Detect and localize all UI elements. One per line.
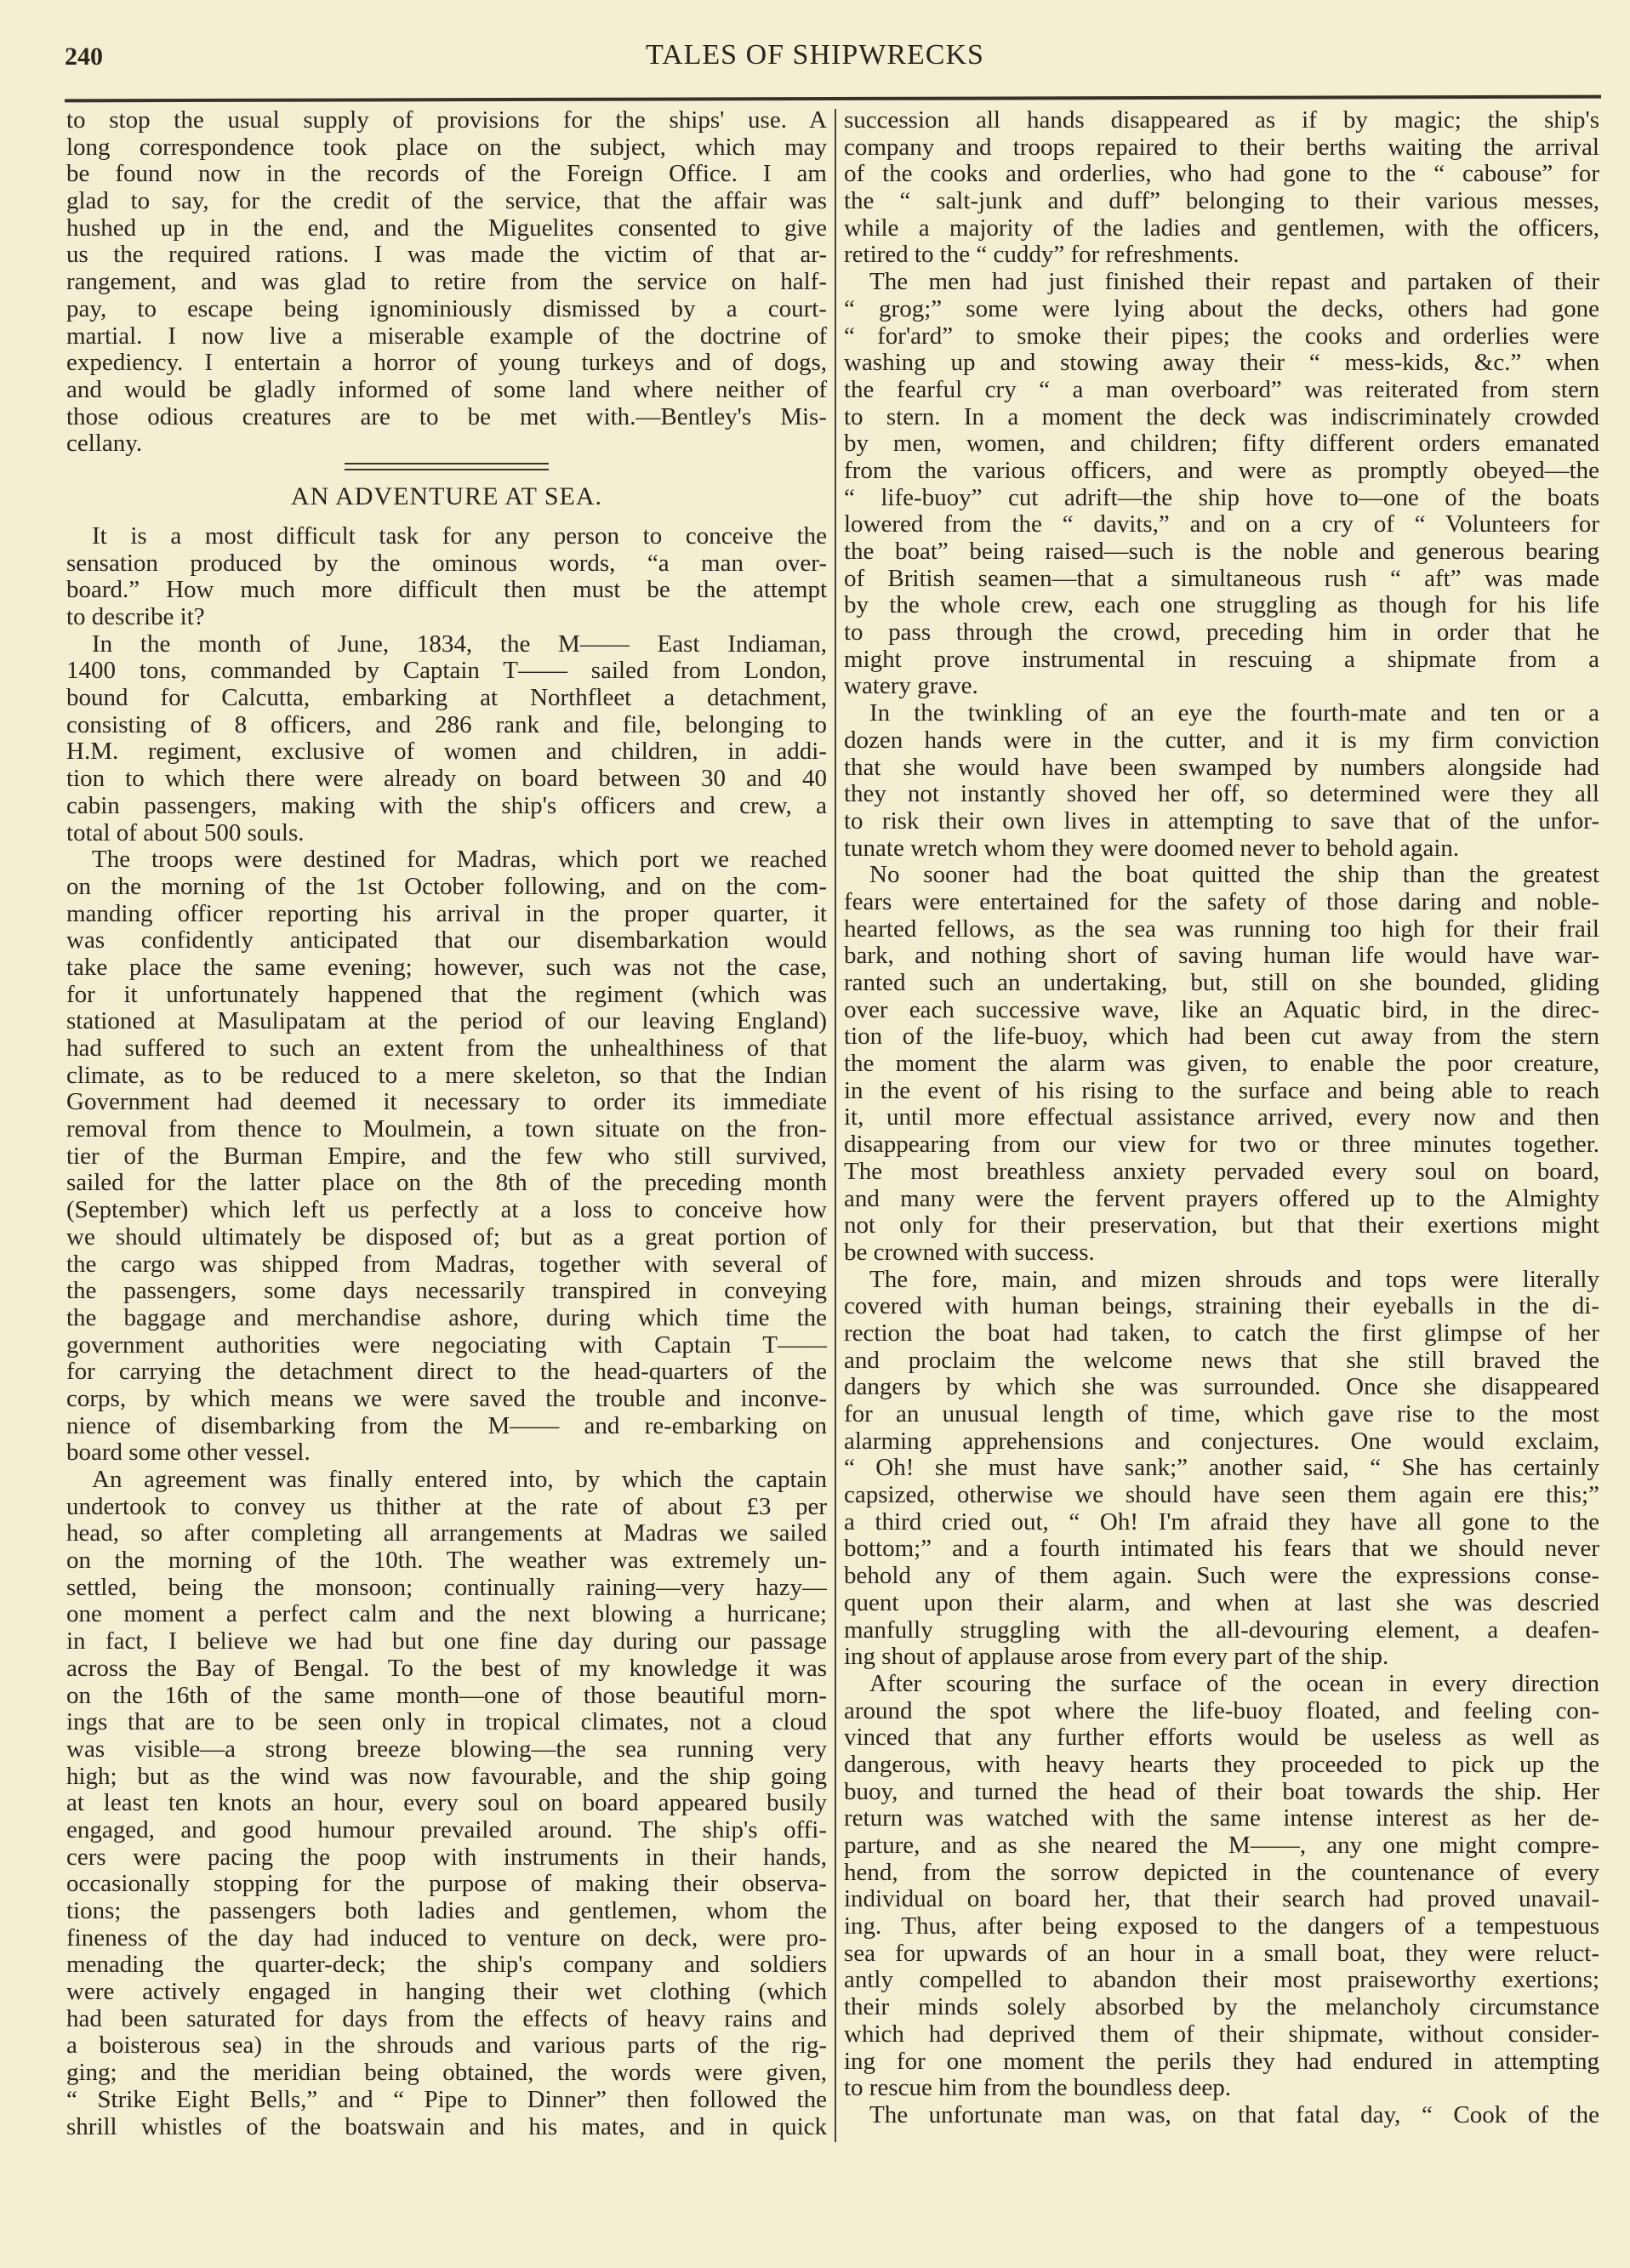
text-line: the fearful cry “ a man overboard” was reiterated from stern xyxy=(844,376,1599,403)
text-line: board.” How much more difficult then must be the attempt xyxy=(66,577,827,604)
text-line: on the 16th of the same month—one of those beautiful morn- xyxy=(66,1682,827,1709)
text-line: company and troops repaired to their berths waiting the arrival xyxy=(844,134,1599,161)
text-line: removal from thence to Moulmein, a town situate on the fron- xyxy=(66,1116,827,1143)
text-line: The men had just finished their repast and partaken of their xyxy=(869,269,1599,296)
text-line: the baggage and merchandise ashore, during which time the xyxy=(66,1304,827,1331)
text-line: be crowned with success. xyxy=(844,1239,1095,1266)
paragraph xyxy=(844,269,1599,700)
text-line: menading the quarter-deck; the ship's company and soldiers xyxy=(66,1952,827,1979)
text-line: corps, by which means we were saved the trouble and inconve- xyxy=(66,1385,827,1412)
text-line: might prove instrumental in rescuing a shipmate from a xyxy=(844,646,1599,673)
text-line: one moment a perfect calm and the next blowing a hurricane; xyxy=(66,1601,827,1628)
right-column xyxy=(844,107,1599,2129)
text-line: the “ salt-junk and duff” belonging to their various messes, xyxy=(844,188,1599,215)
text-line: were actively engaged in hanging their wet clothing (which xyxy=(66,1979,827,2006)
text-line: on the morning of the 10th. The weather was extremely un- xyxy=(66,1547,827,1575)
text-line: tier of the Burman Empire, and the few who still survived, xyxy=(66,1143,827,1170)
text-line: dangers by which she was surrounded. Once she disappeared xyxy=(844,1374,1599,1401)
text-line: No sooner had the boat quitted the ship than the greatest xyxy=(869,862,1599,889)
text-line: we should ultimately be disposed of; but as a great portion of xyxy=(66,1223,827,1251)
text-line: The fore, main, and mizen shrouds and tops were literally xyxy=(869,1266,1599,1293)
text-line: The most breathless anxiety pervaded every soul on board, xyxy=(844,1158,1599,1185)
text-line: dozen hands were in the cutter, and it is my firm conviction xyxy=(844,727,1599,754)
text-line: from the various officers, and were as promptly obeyed—the xyxy=(844,457,1599,484)
text-line: martial. I now live a miserable example of the doctrine of xyxy=(66,322,827,350)
text-line: those odious creatures are to be met with.—Bentley's Mis- xyxy=(66,403,827,430)
left-column xyxy=(66,107,827,2140)
text-line: cellany. xyxy=(66,430,143,458)
text-line: cers were pacing the poop with instruments in their hands, xyxy=(66,1843,827,1871)
text-line: which had deprived them of their shipmate, without consider- xyxy=(844,2020,1599,2048)
text-line: ing. Thus, after being exposed to the dangers of a tempestuous xyxy=(844,1913,1599,1940)
text-line: at least ten knots an hour, every soul on board appeared busily xyxy=(66,1790,827,1817)
text-line: manfully struggling with the all-devouring element, a deafen- xyxy=(844,1616,1599,1644)
text-line: fears were entertained for the safety of those daring and noble- xyxy=(844,888,1599,915)
text-line: hearted fellows, as the sea was running too high for their frail xyxy=(844,915,1599,943)
text-line: and would be gladly informed of some land where neither of xyxy=(66,376,827,403)
text-line: The unfortunate man was, on that fatal day, “ Cook of the xyxy=(869,2101,1599,2128)
text-line: rangement, and was glad to retire from the service on half- xyxy=(66,269,827,296)
text-line: manding officer reporting his arrival in the proper quarter, it xyxy=(66,900,827,927)
paragraph xyxy=(844,107,1599,269)
text-line: “ life-buoy” cut adrift—the ship hove to—one of the boats xyxy=(844,484,1599,511)
text-line: sailed for the latter place on the 8th of the preceding month xyxy=(66,1170,827,1197)
text-line: not only for their preservation, but that their exertions might xyxy=(844,1212,1599,1239)
text-line: had suffered to such an extent from the unhealthiness of that xyxy=(66,1035,827,1062)
article-heading: AN ADVENTURE AT SEA. xyxy=(290,482,603,510)
text-line: to risk their own lives in attempting to save that of the unfor- xyxy=(844,807,1599,835)
text-line: disappearing from our view for two or three minutes together. xyxy=(844,1131,1599,1159)
text-line: vinced that any further efforts would be useless as well as xyxy=(844,1724,1599,1752)
text-line: ings that are to be seen only in tropical climates, not a cloud xyxy=(66,1709,827,1736)
text-line: hend, from the sorrow depicted in the countenance of every xyxy=(844,1859,1599,1886)
text-line: succession all hands disappeared as if by magic; the ship's xyxy=(844,107,1599,134)
paragraph xyxy=(844,862,1599,1266)
text-line: covered with human beings, straining their eyeballs in the di- xyxy=(844,1293,1599,1320)
text-line: total of about 500 souls. xyxy=(66,819,305,846)
text-line: bark, and nothing short of saving human life would have war- xyxy=(844,943,1599,970)
text-line: climate, as to be reduced to a mere skeleton, so that the Indian xyxy=(66,1062,827,1089)
text-line: (September) which left us perfectly at a loss to conceive how xyxy=(66,1197,827,1224)
text-line: to rescue him from the boundless deep. xyxy=(844,2075,1232,2102)
text-line: alarming apprehensions and conjectures. One would exclaim, xyxy=(844,1427,1599,1455)
text-line: in the event of his rising to the surface and being able to reach xyxy=(844,1077,1599,1104)
text-line: by the whole crew, each one struggling as though for his life xyxy=(844,592,1599,619)
text-line: expediency. I entertain a horror of young turkeys and of dogs, xyxy=(66,350,827,377)
text-line: fineness of the day had induced to venture on deck, were pro- xyxy=(66,1924,827,1952)
text-line: tion to which there were already on board between 30 and 40 xyxy=(66,766,827,793)
text-line: the passengers, some days necessarily transpired in conveying xyxy=(66,1278,827,1305)
text-line: was confidently anticipated that our disembarkation would xyxy=(66,927,827,954)
text-line: glad to say, for the credit of the service, that the affair was xyxy=(66,188,827,215)
text-line: capsized, otherwise we should have seen them again ere this;” xyxy=(844,1482,1599,1509)
text-line: take place the same evening; however, such was not the case, xyxy=(66,954,827,981)
paragraph xyxy=(844,1267,1599,1671)
text-line: watery grave. xyxy=(844,673,978,700)
text-line: long correspondence took place on the subject, which may xyxy=(66,134,827,161)
text-line: the moment the alarm was given, to enable the poor creature, xyxy=(844,1051,1599,1078)
text-line: head, so after completing all arrangements at Madras we sailed xyxy=(66,1520,827,1547)
text-line: “ Oh! she must have sank;” another said, “ She has certainly xyxy=(844,1455,1599,1482)
text-line: ing for one moment the perils they had endured in attempting xyxy=(844,2048,1599,2075)
text-line: “ for'ard” to smoke their pipes; the cooks and orderlies were xyxy=(844,322,1599,350)
text-line: and proclaim the welcome news that she still braved the xyxy=(844,1347,1599,1374)
text-line: “ Strike Eight Bells,” and “ Pipe to Dinner” then followed the xyxy=(66,2086,827,2113)
text-line: around the spot where the life-buoy floated, and feeling con- xyxy=(844,1697,1599,1724)
text-line: dangerous, with heavy hearts they proceeded to pick up the xyxy=(844,1751,1599,1778)
text-line: parture, and as she neared the M——, any one might compre- xyxy=(844,1832,1599,1859)
paragraph xyxy=(66,523,827,631)
text-line: the cargo was shipped from Madras, together with several of xyxy=(66,1251,827,1278)
text-line: antly compelled to abandon their most praiseworthy exertions; xyxy=(844,1967,1599,1994)
text-line: us the required rations. I was made the victim of that ar- xyxy=(66,242,827,269)
text-line: for an unusual length of time, which gave rise to the most xyxy=(844,1401,1599,1427)
text-line: bound for Calcutta, embarking at Northfleet a detachment, xyxy=(66,685,827,712)
text-line: washing up and stowing away their “ mess-kids, &c.” when xyxy=(844,350,1599,377)
text-line: In the twinkling of an eye the fourth-mate and ten or a xyxy=(869,700,1599,727)
text-line: ging; and the meridian being obtained, the words were given, xyxy=(66,2060,827,2087)
text-line: by men, women, and children; fifty different orders emanated xyxy=(844,430,1599,458)
text-line: sensation produced by the ominous words, “a man over- xyxy=(66,550,827,577)
text-line: cabin passengers, making with the ship's officers and crew, a xyxy=(66,792,827,819)
text-line: consisting of 8 officers, and 286 rank and file, belonging to xyxy=(66,711,827,738)
page-number: 240 xyxy=(65,43,103,71)
text-line: of British seamen—that a simultaneous rush “ aft” was made xyxy=(844,565,1599,592)
text-line: on the morning of the 1st October following, and on the com- xyxy=(66,873,827,900)
paragraph xyxy=(844,700,1599,862)
text-line: hushed up in the end, and the Miguelites consented to give xyxy=(66,214,827,242)
text-line: stationed at Masulipatam at the period of our leaving England) xyxy=(66,1008,827,1035)
paragraph xyxy=(66,107,827,458)
text-line: high; but as the wind was now favourable, and the ship going xyxy=(66,1763,827,1790)
text-line: quent upon their alarm, and when at last she was descried xyxy=(844,1589,1599,1616)
text-line: undertook to convey us thither at the rate of about £3 per xyxy=(66,1493,827,1520)
text-line: the boat” being raised—such is the noble and generous bearing xyxy=(844,539,1599,565)
text-line: it, until more effectual assistance arrived, every now and then xyxy=(844,1104,1599,1131)
paragraph xyxy=(66,846,827,1467)
text-line: After scouring the surface of the ocean in every direction xyxy=(869,1670,1599,1697)
text-line: for it unfortunately happened that the regiment (which was xyxy=(66,981,827,1008)
text-line: bottom;” and a fourth intimated his fears that we should never xyxy=(844,1536,1599,1563)
text-line: to stop the usual supply of provisions for the ships' use. A xyxy=(66,107,827,134)
text-line: tunate wretch whom they were doomed never to behold again. xyxy=(844,835,1460,862)
text-line: nience of disembarking from the M—— and re-embarking on xyxy=(66,1412,827,1439)
paragraph xyxy=(844,2102,1599,2129)
text-line: ranted such an undertaking, but, still on she bounded, gliding xyxy=(844,970,1599,996)
paragraph xyxy=(66,1467,827,2140)
text-line: individual on board her, that their search had proved unavail- xyxy=(844,1886,1599,1913)
text-line: 1400 tons, commanded by Captain T—— sailed from London, xyxy=(66,658,827,685)
text-line: was visible—a strong breeze blowing—the sea running very xyxy=(66,1735,827,1763)
text-line: In the month of June, 1834, the M—— East Indiaman, xyxy=(92,630,827,658)
text-line: and many were the fervent prayers offered up to the Almighty xyxy=(844,1185,1599,1212)
text-line: a third cried out, “ Oh! I'm afraid they have all gone to the xyxy=(844,1508,1599,1536)
text-line: return was watched with the same intense interest as her de- xyxy=(844,1805,1599,1832)
text-line: retired to the “ cuddy” for refreshments. xyxy=(844,242,1240,269)
text-line: over each successive wave, like an Aquatic bird, in the direc- xyxy=(844,996,1599,1023)
text-line: lowered from the “ davits,” and on a cry of “ Volunteers for xyxy=(844,511,1599,539)
section-divider-rule xyxy=(345,463,549,470)
text-line: across the Bay of Bengal. To the best of my knowledge it was xyxy=(66,1655,827,1682)
text-line: occasionally stopping for the purpose of making their observa- xyxy=(66,1871,827,1898)
text-line: settled, being the monsoon; continually raining—very hazy— xyxy=(66,1574,827,1601)
text-line: ing shout of applause arose from every part of the ship. xyxy=(844,1644,1389,1671)
text-line: sea for upwards of an hour in a small boat, they were reluct- xyxy=(844,1940,1599,1967)
text-line: to pass through the crowd, preceding him in order that he xyxy=(844,619,1599,647)
text-line: while a majority of the ladies and gentlemen, with the officers, xyxy=(844,214,1599,242)
header-rule xyxy=(65,95,1601,103)
text-line: Government had deemed it necessary to order its immediate xyxy=(66,1089,827,1116)
text-line: they not instantly shoved her off, so determined were they all xyxy=(844,781,1599,808)
running-title: TALES OF SHIPWRECKS xyxy=(646,39,984,71)
text-line: buoy, and turned the head of their boat towards the ship. Her xyxy=(844,1778,1599,1805)
text-line: to describe it? xyxy=(66,604,205,630)
text-line: engaged, and good humour prevailed around. The ship's offi- xyxy=(66,1816,827,1843)
column-divider xyxy=(835,109,836,2142)
paragraph xyxy=(66,631,827,847)
text-line: behold any of them again. Such were the expressions conse- xyxy=(844,1563,1599,1590)
text-line: a boisterous sea) in the shrouds and various parts of the rig- xyxy=(66,2032,827,2060)
text-line: be found now in the records of the Foreign Office. I am xyxy=(66,161,827,188)
text-line: for carrying the detachment direct to the head-quarters of the xyxy=(66,1359,827,1386)
text-line: An agreement was finally entered into, by which the captain xyxy=(92,1467,827,1493)
text-line: had been saturated for days from the effects of heavy rains and xyxy=(66,2005,827,2032)
text-line: board some other vessel. xyxy=(66,1439,311,1467)
paragraph xyxy=(844,1671,1599,2102)
text-line: pay, to escape being ignominiously dismissed by a court- xyxy=(66,295,827,322)
text-line: government authorities were negociating with Captain T—— xyxy=(66,1331,827,1359)
text-line: shrill whistles of the boatswain and his mates, and in quick xyxy=(66,2113,827,2140)
text-line: that she would have been swamped by numbers alongside had xyxy=(844,754,1599,781)
text-line: rection the boat had taken, to catch the first glimpse of her xyxy=(844,1319,1599,1347)
text-line: their minds solely absorbed by the melancholy circumstance xyxy=(844,1994,1599,2021)
text-line: to stern. In a moment the deck was indiscriminately crowded xyxy=(844,403,1599,430)
text-line: tion of the life-buoy, which had been cut away from the stern xyxy=(844,1023,1599,1051)
text-line: “ grog;” some were lying about the decks, others had gone xyxy=(844,295,1599,322)
text-line: The troops were destined for Madras, which port we reached xyxy=(92,846,827,874)
text-line: tions; the passengers both ladies and gentlemen, whom the xyxy=(66,1898,827,1924)
text-line: H.M. regiment, exclusive of women and children, in addi- xyxy=(66,738,827,766)
text-line: of the cooks and orderlies, who had gone to the “ cabouse” for xyxy=(844,161,1599,188)
text-line: It is a most difficult task for any person to conceive the xyxy=(92,522,827,550)
text-line: in fact, I believe we had but one fine day during our passage xyxy=(66,1628,827,1655)
